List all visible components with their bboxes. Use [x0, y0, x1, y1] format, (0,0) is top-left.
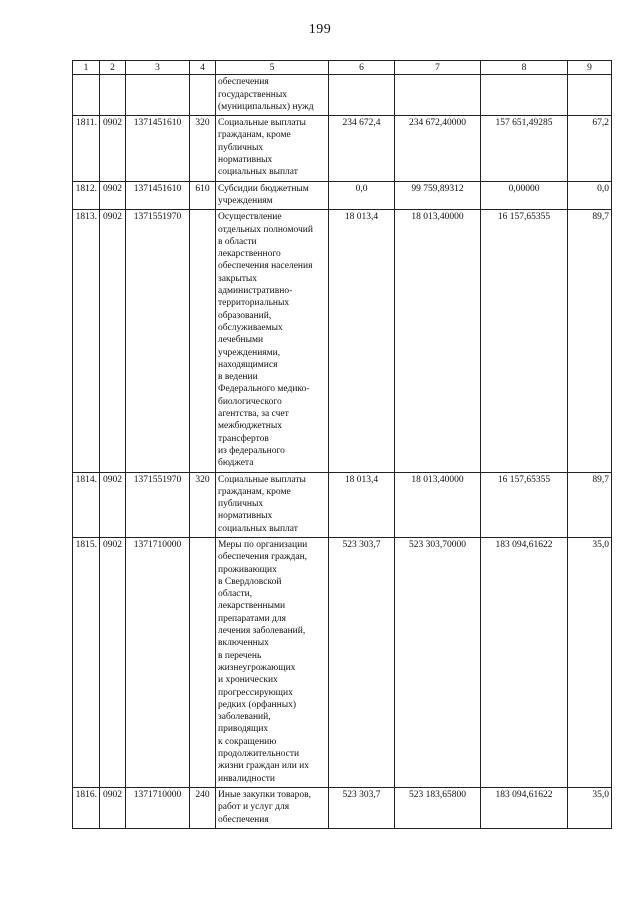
executed-amount-cell: 16 157,65355 — [481, 210, 568, 472]
execution-percent-cell: 35,0 — [568, 537, 612, 787]
item-name-line: заболеваний, — [218, 712, 271, 723]
approved-amount-cell: 0,0 — [329, 181, 395, 210]
item-name-cell — [216, 787, 329, 828]
execution-percent-cell: 89,7 — [568, 210, 612, 472]
item-name-line: лечения заболеваний, — [218, 626, 306, 637]
item-name-line: административно- — [218, 286, 293, 297]
item-name-line: включенных — [218, 638, 269, 649]
specified-amount-cell: 18 013,40000 — [395, 472, 481, 537]
approved-amount-cell: 18 013,4 — [329, 472, 395, 537]
table-header-row — [73, 61, 612, 75]
item-name-line: прогрессирующих — [218, 687, 293, 698]
execution-percent-cell — [568, 75, 612, 116]
item-name-line: трансфертов — [218, 433, 269, 444]
item-name-line: лекарственного — [218, 249, 281, 260]
target-article-cell: 1371451610 — [126, 181, 190, 210]
item-name-line: препаратами для — [218, 613, 286, 624]
item-name-cell — [216, 472, 329, 537]
item-name-line: нормативных — [218, 155, 273, 166]
item-name-cell — [216, 116, 329, 181]
target-article-cell: 1371710000 — [126, 787, 190, 828]
item-name-line: приводящих — [218, 724, 269, 735]
item-name-line: обеспечения — [218, 814, 269, 825]
item-name-line: обслуживаемых — [218, 322, 283, 333]
item-name-line: Меры по организации — [218, 539, 308, 550]
section-code-cell: 0902 — [100, 210, 126, 472]
column-header: 4 — [190, 61, 216, 75]
item-name-cell — [216, 181, 329, 210]
section-code-cell: 0902 — [100, 181, 126, 210]
table-row — [73, 210, 612, 472]
expense-kind-cell: 320 — [190, 472, 216, 537]
item-name-cell — [216, 75, 329, 116]
section-code-cell — [100, 75, 126, 116]
expense-kind-cell — [190, 537, 216, 787]
approved-amount-cell — [329, 75, 395, 116]
specified-amount-cell: 523 183,65800 — [395, 787, 481, 828]
row-number-cell: 1812. — [73, 181, 100, 210]
section-code-cell: 0902 — [100, 537, 126, 787]
column-header: 5 — [216, 61, 329, 75]
item-name-line: области, — [218, 589, 253, 600]
item-name-line: в Свердловской — [218, 576, 282, 587]
item-name-line: продолжительности — [218, 749, 300, 760]
table-row — [73, 472, 612, 537]
approved-amount-cell: 523 303,7 — [329, 537, 395, 787]
item-name-line: редких (орфанных) — [218, 699, 296, 710]
item-name-line: публичных — [218, 142, 264, 153]
section-code-cell: 0902 — [100, 787, 126, 828]
item-name-line: территориальных — [218, 298, 290, 309]
item-name-line: обеспечения граждан, — [218, 552, 308, 563]
section-code-cell: 0902 — [100, 472, 126, 537]
item-name-line: социальных выплат — [218, 167, 298, 178]
table-row — [73, 181, 612, 210]
item-name-line: агентства, за счет — [218, 409, 289, 420]
target-article-cell: 1371551970 — [126, 472, 190, 537]
column-header: 8 — [481, 61, 568, 75]
expense-kind-cell — [190, 210, 216, 472]
column-header: 2 — [100, 61, 126, 75]
item-name-line: и хронических — [218, 675, 278, 686]
table-row — [73, 537, 612, 787]
execution-percent-cell: 0,0 — [568, 181, 612, 210]
approved-amount-cell: 523 303,7 — [329, 787, 395, 828]
table-body — [73, 75, 612, 829]
table-row — [73, 75, 612, 116]
item-name-line: Социальные выплаты — [218, 474, 306, 485]
table-row — [73, 787, 612, 828]
item-name-line: из федерального — [218, 445, 285, 456]
item-name-line: Осуществление — [218, 212, 282, 223]
item-name-line: публичных — [218, 499, 264, 510]
item-name-line: Субсидии бюджетным — [218, 183, 309, 194]
item-name-line: гражданам, кроме — [218, 486, 291, 497]
column-header: 6 — [329, 61, 395, 75]
item-name-line: государственных — [218, 89, 288, 100]
executed-amount-cell: 183 094,61622 — [481, 787, 568, 828]
section-code-cell: 0902 — [100, 116, 126, 181]
item-name-line: бюджета — [218, 458, 254, 469]
expense-kind-cell — [190, 75, 216, 116]
item-name-line: образований, — [218, 310, 272, 321]
column-header: 3 — [126, 61, 190, 75]
item-name-line: лекарственными — [218, 601, 286, 612]
item-name-line: обеспечения — [218, 77, 269, 88]
item-name-line: учреждениям — [218, 195, 273, 206]
executed-amount-cell: 0,00000 — [481, 181, 568, 210]
item-name-line: Федерального медико- — [218, 384, 310, 395]
specified-amount-cell — [395, 75, 481, 116]
item-name-line: обеспечения населения — [218, 261, 313, 272]
item-name-line: находящимися — [218, 359, 278, 370]
item-name-line: нормативных — [218, 511, 273, 522]
row-number-cell: 1814. — [73, 472, 100, 537]
page-number: 199 — [308, 22, 332, 37]
item-name-line: отдельных полномочий — [218, 224, 313, 235]
item-name-line: гражданам, кроме — [218, 130, 291, 141]
item-name-cell — [216, 210, 329, 472]
expense-kind-cell: 240 — [190, 787, 216, 828]
executed-amount-cell: 157 651,49285 — [481, 116, 568, 181]
column-header: 7 — [395, 61, 481, 75]
table-row — [73, 116, 612, 181]
specified-amount-cell: 523 303,70000 — [395, 537, 481, 787]
item-name-line: инвалидности — [218, 773, 276, 784]
executed-amount-cell: 183 094,61622 — [481, 537, 568, 787]
item-name-line: межбюджетных — [218, 421, 282, 432]
item-name-line: проживающих — [218, 564, 277, 575]
row-number-cell: 1815. — [73, 537, 100, 787]
expense-kind-cell: 320 — [190, 116, 216, 181]
executed-amount-cell — [481, 75, 568, 116]
item-name-line: жизнеугрожающих — [218, 662, 296, 673]
row-number-cell: 1811. — [73, 116, 100, 181]
item-name-line: биологического — [218, 396, 282, 407]
approved-amount-cell: 234 672,4 — [329, 116, 395, 181]
item-name-line: Иные закупки товаров, — [218, 789, 311, 800]
item-name-line: к сокращению — [218, 736, 277, 747]
specified-amount-cell: 234 672,40000 — [395, 116, 481, 181]
target-article-cell: 1371451610 — [126, 116, 190, 181]
column-header: 1 — [73, 61, 100, 75]
execution-percent-cell: 89,7 — [568, 472, 612, 537]
executed-amount-cell: 16 157,65355 — [481, 472, 568, 537]
approved-amount-cell: 18 013,4 — [329, 210, 395, 472]
target-article-cell: 1371710000 — [126, 537, 190, 787]
item-name-line: Социальные выплаты — [218, 118, 306, 129]
specified-amount-cell: 99 759,89312 — [395, 181, 481, 210]
row-number-cell: 1813. — [73, 210, 100, 472]
item-name-line: работ и услуг для — [218, 802, 290, 813]
budget-table — [72, 60, 612, 829]
target-article-cell — [126, 75, 190, 116]
item-name-line: в перечень — [218, 650, 262, 661]
item-name-line: учреждениями, — [218, 347, 281, 358]
row-number-cell: 1816. — [73, 787, 100, 828]
expense-kind-cell: 610 — [190, 181, 216, 210]
item-name-line: социальных выплат — [218, 523, 298, 534]
execution-percent-cell: 67,2 — [568, 116, 612, 181]
column-header: 9 — [568, 61, 612, 75]
item-name-line: в области — [218, 236, 257, 247]
execution-percent-cell: 35,0 — [568, 787, 612, 828]
target-article-cell: 1371551970 — [126, 210, 190, 472]
specified-amount-cell: 18 013,40000 — [395, 210, 481, 472]
item-name-line: в ведении — [218, 372, 258, 383]
item-name-line: закрытых — [218, 273, 258, 284]
item-name-line: лечебными — [218, 335, 264, 346]
item-name-line: (муниципальных) нужд — [218, 101, 314, 112]
row-number-cell — [73, 75, 100, 116]
item-name-cell — [216, 537, 329, 787]
item-name-line: жизни граждан или их — [218, 761, 309, 772]
